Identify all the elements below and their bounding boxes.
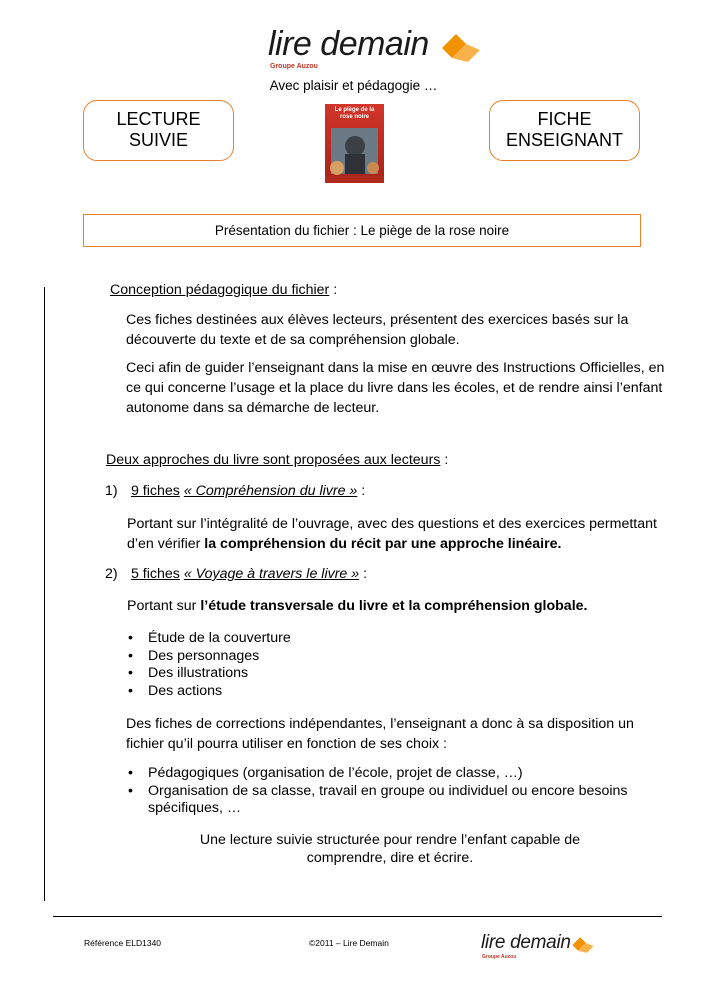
brand-name: lire demain (268, 25, 429, 63)
lecture-label: LECTURE (116, 109, 201, 129)
footer-publisher-name: Groupe Auzou (482, 954, 517, 960)
list-item: • Étude de la couverture (126, 630, 526, 648)
approach-1-description: Portant sur l’intégralité de l’ouvrage, avec des questions et des exercices permettant d’en vérifier la compréhension du récit par une approche linéaire. (127, 516, 657, 552)
footer-logo-book-icon (571, 935, 595, 954)
fiche-label: FICHE (537, 109, 592, 129)
book-cover-image (325, 104, 384, 183)
list-item: • Des illustrations (126, 665, 526, 683)
footer-logo (481, 932, 601, 962)
closing-statement: Une lecture suivie structurée pour rendre l’enfant capable de comprendre, dire et écrire. (199, 832, 581, 866)
conception-paragraph-2: Ceci afin de guider l’enseignant dans la mise en œuvre des Instructions Officielles, en ce qui concerne l’usage et la place du livre dans les écoles, et de rendre ainsi l’enfant autonome dans sa démarche de lecteur. (126, 360, 665, 416)
logo-book-icon (440, 30, 482, 64)
approach-1-heading: 1) 9 fiches « Compréhension du livre » : (105, 483, 366, 499)
cover-illustration (325, 124, 384, 183)
lecture-suivie-box (83, 100, 234, 161)
footer-reference: Référence ELD1340 (84, 938, 162, 948)
list-item: • Pédagogiques (organisation de l’école, projet de classe, …) (126, 765, 646, 783)
conception-paragraph-1: Ces fiches destinées aux élèves lecteurs, présentent des exercices basés sur la découverte du texte et de sa compréhension globale. (126, 312, 629, 348)
list-item: • Des personnages (126, 648, 526, 666)
enseignant-label: ENSEIGNANT (505, 130, 624, 150)
footer-copyright: ©2011 – Lire Demain (309, 938, 389, 948)
footer-brand-name: lire demain (481, 932, 571, 953)
list-item: • Des actions (126, 683, 526, 701)
margin-line (44, 287, 45, 901)
approach-2-list (126, 630, 526, 700)
corrections-paragraph: Des fiches de corrections indépendantes, l’enseignant a donc à sa disposition un fichier qu’il pourra utiliser en fonction de ses choix : (126, 716, 634, 752)
suivie-label: SUIVIE (128, 130, 189, 150)
footer-divider (53, 916, 662, 917)
approaches-heading: Deux approches du livre sont proposées aux lecteurs : (106, 452, 449, 468)
choices-list (126, 765, 646, 818)
fiche-enseignant-box (489, 100, 640, 161)
cover-title: Le piège de la rose noire (334, 107, 375, 120)
conception-heading: Conception pédagogique du fichier : (110, 282, 338, 298)
approach-2-heading: 2) 5 fiches « Voyage à travers le livre » : (105, 566, 368, 582)
list-item: • Organisation de sa classe, travail en groupe ou individuel ou encore besoins spécifiques, … (126, 783, 646, 818)
presentation-title: Présentation du fichier : Le piège de la rose noire (214, 223, 510, 238)
tagline: Avec plaisir et pédagogie … (269, 78, 438, 93)
presentation-box (83, 214, 641, 247)
header-logo (268, 24, 488, 72)
publisher-name: Groupe Auzou (270, 63, 318, 70)
approach-2-description: Portant sur l’étude transversale du livre et la compréhension globale. (127, 598, 588, 614)
